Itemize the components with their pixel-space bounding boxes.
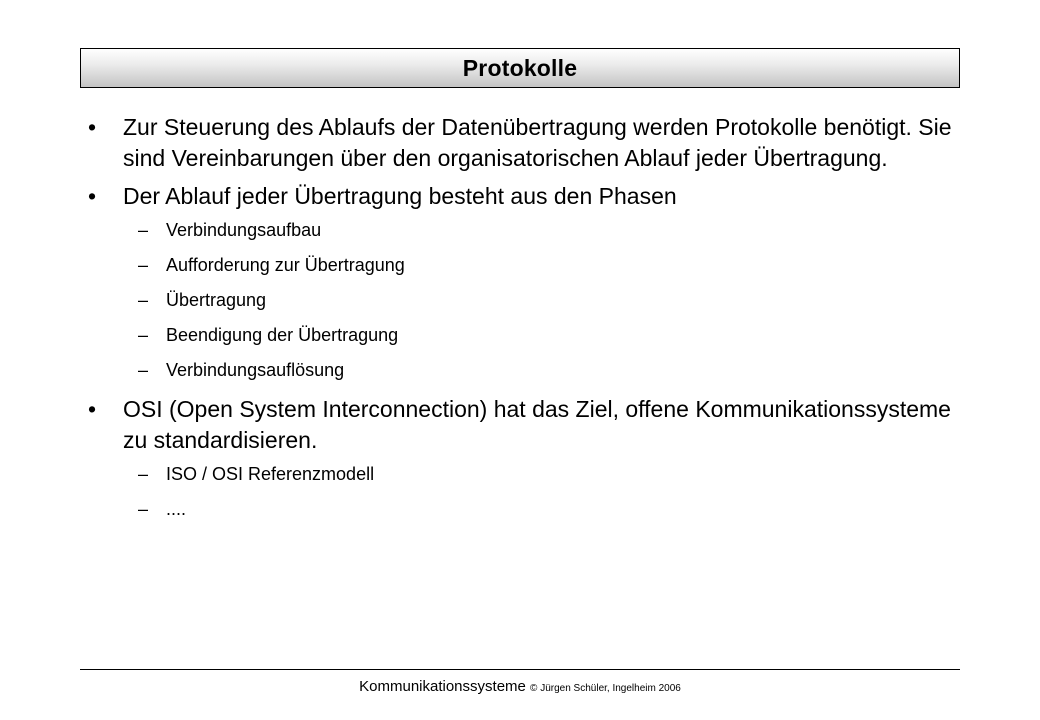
bullet-text: Der Ablauf jeder Übertragung besteht aus den Phasen bbox=[123, 183, 677, 209]
sub-item-marker: – bbox=[138, 499, 149, 519]
sub-item-text: Verbindungsaufbau bbox=[166, 220, 322, 240]
sub-item bbox=[88, 359, 958, 381]
bullet-marker: • bbox=[88, 114, 97, 140]
slide-title: Protokolle bbox=[462, 54, 578, 81]
footer-divider bbox=[80, 669, 960, 670]
slide-content bbox=[88, 112, 958, 533]
slide-footer bbox=[0, 678, 1040, 695]
sub-item-text: .... bbox=[166, 499, 187, 519]
sub-item-marker: – bbox=[138, 290, 149, 310]
slide-title-bar bbox=[80, 48, 960, 88]
sub-item-text: Aufforderung zur Übertragung bbox=[166, 255, 405, 275]
sub-item bbox=[88, 254, 958, 276]
sub-item bbox=[88, 324, 958, 346]
sub-item bbox=[88, 463, 958, 485]
sub-item-marker: – bbox=[138, 220, 149, 240]
sub-item-marker: – bbox=[138, 360, 149, 380]
footer-course: Kommunikationssysteme bbox=[359, 678, 526, 695]
sub-item-text: Beendigung der Übertragung bbox=[166, 325, 399, 345]
bullet-item bbox=[88, 394, 958, 456]
bullet-item bbox=[88, 112, 958, 174]
sub-item-text: Verbindungsauflösung bbox=[166, 360, 345, 380]
sub-item bbox=[88, 219, 958, 241]
footer-copyright: © Jürgen Schüler, Ingelheim 2006 bbox=[530, 683, 681, 694]
sub-item-marker: – bbox=[138, 325, 149, 345]
sub-item-marker: – bbox=[138, 464, 149, 484]
bullet-marker: • bbox=[88, 396, 97, 422]
bullet-item bbox=[88, 181, 958, 212]
sub-item-text: Übertragung bbox=[166, 290, 267, 310]
sub-item-text: ISO / OSI Referenzmodell bbox=[166, 464, 375, 484]
bullet-text: OSI (Open System Interconnection) hat das Ziel, offene Kommunikationssysteme zu standardisieren. bbox=[123, 396, 951, 453]
sub-item bbox=[88, 289, 958, 311]
bullet-marker: • bbox=[88, 183, 97, 209]
sub-item bbox=[88, 498, 958, 520]
sub-item-marker: – bbox=[138, 255, 149, 275]
bullet-text: Zur Steuerung des Ablaufs der Datenübertragung werden Protokolle benötigt. Sie sind Vereinbarungen über den organisatorischen Ablauf jeder Übertragung. bbox=[123, 114, 952, 171]
